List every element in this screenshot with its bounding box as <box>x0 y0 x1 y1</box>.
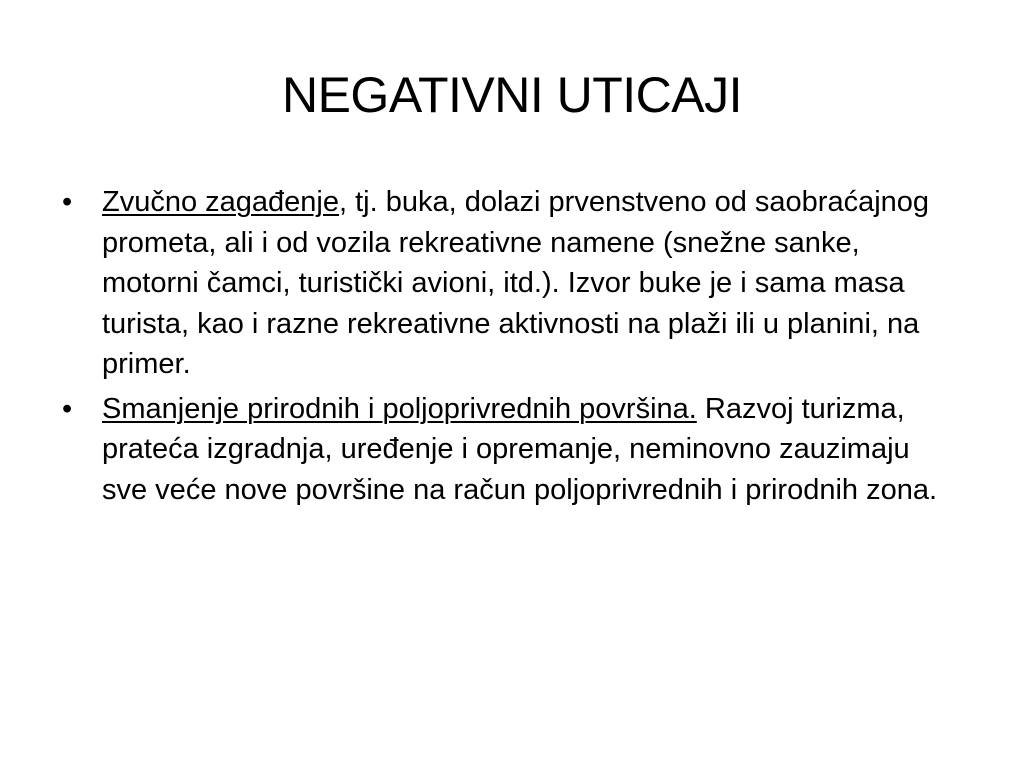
bullet-text-noise: , tj. buka, dolazi prvenstveno od saobraćajnog prometa, ali i od vozila rekreativne namene (snežne sanke, motorni čamci, turistički avioni, itd.). Izvor buke je i sama masa turista, kao i razne rekreativne aktivnosti na plaži ili u planini, na primer. <box>102 186 930 380</box>
bullet-dot-icon: • <box>62 186 73 218</box>
bullet-text-land: Razvoj turizma, prateća izgradnja, uređenje i opremanje, neminovno zauzimaju sve veće nove površine na račun poljoprivrednih i prirodnih zona. <box>102 392 938 506</box>
bullet-dot-icon: • <box>62 392 73 425</box>
bullet-land-reduction <box>62 389 962 511</box>
bullet-heading-noise: Zvučno zagađenje <box>102 186 339 218</box>
bullet-list <box>62 182 962 514</box>
bullet-noise-pollution <box>62 182 962 385</box>
bullet-heading-land: Smanjenje prirodnih i poljoprivrednih površina. <box>102 392 697 425</box>
slide-title: NEGATIVNI UTICAJI <box>281 67 743 123</box>
